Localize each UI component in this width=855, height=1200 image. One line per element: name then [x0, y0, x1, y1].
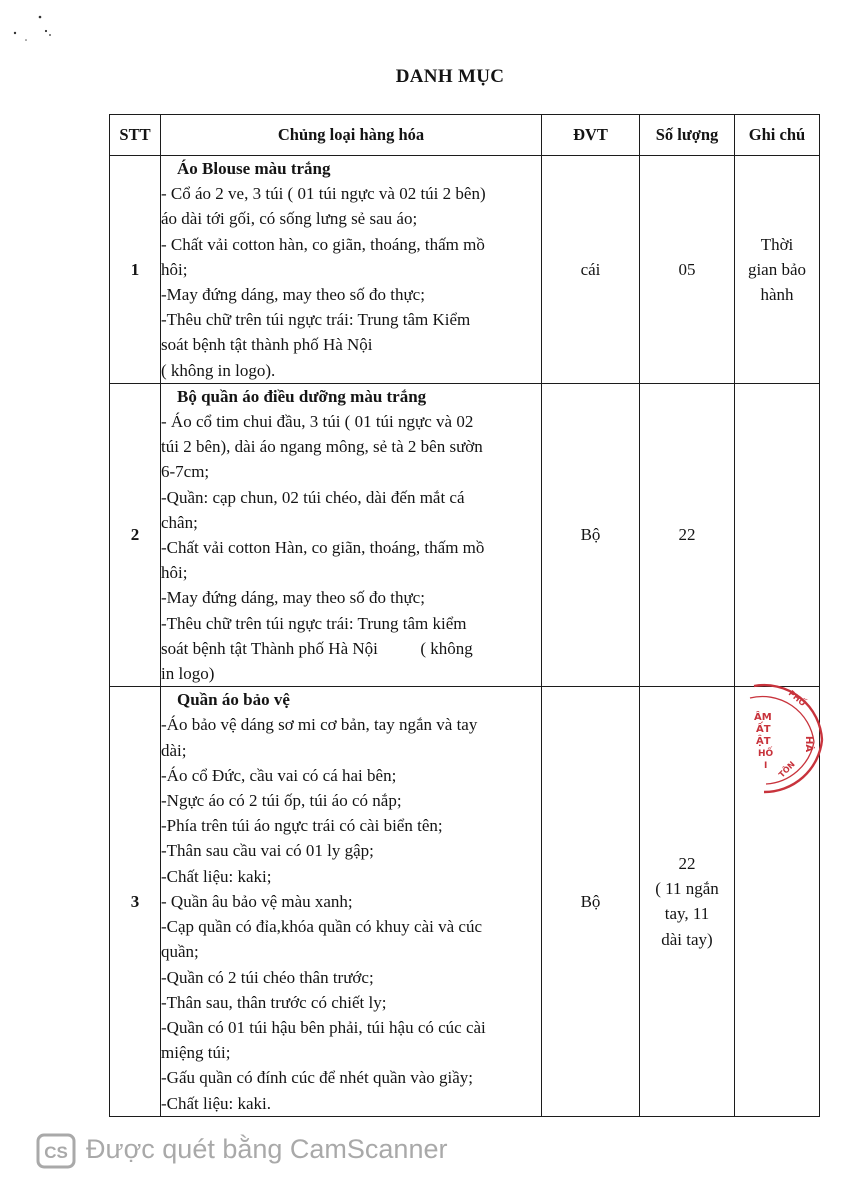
note-line: Thời — [760, 234, 794, 254]
spec-line: -Cạp quần có đỉa,khóa quần có khuy cài và cúc — [161, 917, 482, 937]
quantity-line: tay, 11 — [664, 904, 710, 924]
row-note — [735, 156, 820, 384]
scan-specks — [0, 0, 120, 60]
spec-line: -Quần: cạp chun, 02 túi chéo, dài đến mắt cá — [161, 487, 465, 507]
spec-line: soát bệnh tật thành phố Hà Nội — [161, 335, 373, 355]
header-unit: ĐVT — [542, 115, 640, 156]
red-seal-stamp — [744, 680, 828, 796]
quantity-line: ( 11 ngắn — [655, 879, 719, 899]
spec-line: -Áo cổ Đức, cầu vai có cá hai bên; — [161, 765, 397, 785]
row-note — [735, 383, 820, 686]
note-line: hành — [760, 285, 794, 305]
spec-line: in logo) — [161, 664, 215, 684]
stamp-text: HỐ — [758, 749, 774, 759]
stamp-text: I — [764, 761, 768, 771]
row-description — [161, 383, 542, 686]
spec-line: -Phía trên túi áo ngực trái có cài biển tên; — [161, 816, 443, 836]
goods-table — [109, 114, 820, 1117]
document-title: DANH MỤC — [395, 66, 505, 87]
spec-line: dài; — [161, 740, 187, 760]
header-stt: STT — [110, 115, 161, 156]
spec-line: -Thêu chữ trên túi ngực trái: Trung tâm Kiểm — [161, 310, 471, 330]
spec-line: -Quần có 01 túi hậu bên phải, túi hậu có cúc cài — [161, 1017, 486, 1037]
camscanner-watermark-text: Được quét bằng CamScanner — [86, 1134, 448, 1164]
spec-line: quần; — [161, 942, 199, 962]
spec-line: - Chất vải cotton hàn, co giãn, thoáng, thấm mồ — [161, 234, 485, 254]
table-row — [110, 156, 820, 384]
row-quantity — [640, 687, 735, 1116]
spec-line: -Thêu chữ trên túi ngực trái: Trung tâm kiểm — [161, 613, 467, 633]
quantity-line: 22 — [678, 854, 696, 874]
spec-line: -Thân sau cầu vai có 01 ly gập; — [161, 841, 374, 861]
spec-line: miệng túi; — [161, 1043, 231, 1063]
row-unit: cái — [542, 156, 640, 384]
item-name: Áo Blouse màu trắng — [177, 159, 331, 178]
spec-line: -Ngực áo có 2 túi ốp, túi áo có nắp; — [161, 791, 402, 811]
row-stt: 3 — [110, 687, 161, 1116]
spec-line: - Cổ áo 2 ve, 3 túi ( 01 túi ngực và 02 túi 2 bên) — [161, 184, 486, 204]
note-line: gian bảo — [747, 259, 807, 279]
row-unit: Bộ — [542, 687, 640, 1116]
camscanner-logo-text: CS — [44, 1143, 68, 1162]
spec-line: áo dài tới gối, có sống lưng sẻ sau áo; — [161, 209, 418, 229]
item-name: Quần áo bảo vệ — [177, 690, 290, 710]
item-name: Bộ quần áo điều dưỡng màu trắng — [177, 386, 427, 406]
camscanner-logo-icon — [36, 1133, 76, 1169]
spec-line: hôi; — [161, 259, 188, 279]
row-stt: 2 — [110, 383, 161, 686]
stamp-text: ÂM — [754, 712, 772, 723]
header-note: Ghi chú — [735, 115, 820, 156]
table-row — [110, 687, 820, 1116]
stamp-text: PHỐ — [786, 688, 808, 708]
quantity-line: 05 — [678, 259, 696, 279]
spec-line: -Chất vải cotton Hàn, co giãn, thoáng, thấm mồ — [161, 538, 485, 558]
quantity-line: 22 — [678, 525, 696, 545]
row-description — [161, 156, 542, 384]
spec-line: túi 2 bên), dài áo ngang mông, sẻ tà 2 bên sườn — [161, 437, 483, 457]
row-description — [161, 687, 542, 1116]
spec-line: chân; — [161, 512, 198, 532]
spec-line: -Áo bảo vệ dáng sơ mi cơ bản, tay ngắn và tay — [161, 715, 478, 735]
stamp-text: ẬT — [756, 736, 771, 747]
spec-line: 6-7cm; — [161, 462, 210, 482]
stamp-text: TÔN — [777, 759, 797, 780]
spec-line: -Quần có 2 túi chéo thân trước; — [161, 967, 374, 987]
table-header-row — [110, 115, 820, 156]
spec-line: hôi; — [161, 563, 188, 583]
spec-line: ( không in logo). — [161, 360, 276, 380]
spec-line: -May đứng dáng, may theo số đo thực; — [161, 285, 425, 305]
stamp-text: ẤT — [756, 724, 771, 735]
table-row — [110, 383, 820, 686]
header-item: Chủng loại hàng hóa — [161, 115, 542, 156]
spec-line: -Thân sau, thân trước có chiết ly; — [161, 992, 387, 1012]
quantity-line: dài tay) — [661, 929, 713, 949]
row-quantity — [640, 383, 735, 686]
spec-line: - Quần âu bảo vệ màu xanh; — [161, 891, 353, 911]
row-stt: 1 — [110, 156, 161, 384]
row-quantity — [640, 156, 735, 384]
spec-line: -Chất liệu: kaki; — [161, 866, 272, 886]
spec-line: -May đứng dáng, may theo số đo thực; — [161, 588, 425, 608]
spec-line: soát bệnh tật Thành phố Hà Nội ( không — [161, 638, 473, 658]
row-unit: Bộ — [542, 383, 640, 686]
spec-line: -Chất liệu: kaki. — [161, 1093, 272, 1113]
spec-line: - Áo cổ tim chui đầu, 3 túi ( 01 túi ngực và 02 — [161, 412, 474, 432]
stamp-text: HÀ — [803, 736, 814, 753]
spec-line: -Gấu quần có đính cúc để nhét quần vào giầy; — [161, 1068, 474, 1088]
header-quantity: Số lượng — [640, 115, 735, 156]
